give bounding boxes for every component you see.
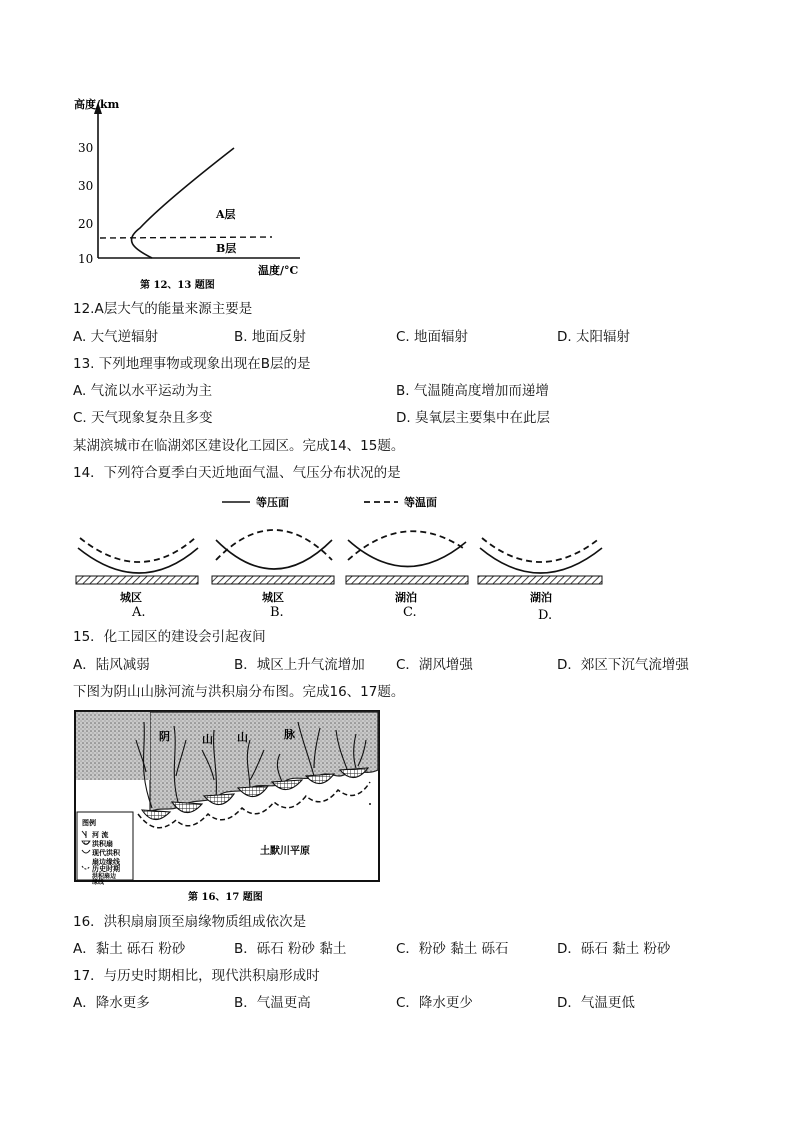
panel-letter: A. — [132, 605, 146, 620]
isobar-curve — [480, 548, 602, 573]
altitude-temperature-figure — [60, 90, 320, 295]
y-tick-label: 30 — [78, 141, 94, 155]
intro-14-15: 某湖滨城市在临湖郊区建设化工园区。完成14、15题。 — [73, 438, 405, 454]
legend-item: 现代洪积 — [92, 848, 120, 857]
legend-item: 洪积扇 — [92, 839, 113, 848]
question-16-option-d: D．砾石 黏土 粉砂 — [557, 941, 671, 957]
ground-surface — [478, 576, 602, 584]
question-17-stem: 17．与历史时期相比，现代洪积扇形成时 — [73, 968, 320, 984]
panel-d — [478, 538, 602, 623]
question-12-stem: 12.A层大气的能量来源主要是 — [73, 301, 253, 317]
question-17-option-c: C．降水更少 — [396, 995, 473, 1011]
question-13-stem: 13. 下列地理事物或现象出现在B层的是 — [73, 356, 311, 372]
x-axis-label: 温度/°C — [258, 264, 299, 277]
figure-caption: 第 16、17 题图 — [188, 892, 263, 903]
question-17-option-a: A．降水更多 — [73, 995, 150, 1011]
panel-b — [212, 530, 334, 620]
question-15-option-a: A．陆风减弱 — [73, 657, 150, 673]
question-16-stem: 16．洪积扇扇顶至扇缘物质组成依次是 — [73, 914, 307, 930]
panel-label: 城区 — [120, 591, 142, 604]
legend-title: 图例 — [82, 818, 96, 827]
question-15-option-b: B．城区上升气流增加 — [234, 657, 365, 673]
y-tick-label: 20 — [78, 217, 94, 231]
layer-boundary-dashed — [100, 237, 272, 238]
isobar-curve — [348, 540, 466, 567]
panel-label: 湖泊 — [395, 591, 417, 604]
question-12-option-b: B. 地面反射 — [234, 329, 306, 345]
legend-item: 缘线 — [92, 879, 105, 886]
isotherm-curve — [482, 538, 600, 562]
alluvial-fan-map — [74, 710, 382, 908]
question-15-option-c: C．湖风增强 — [396, 657, 473, 673]
mountain-region-west — [76, 712, 150, 780]
question-17-option-d: D．气温更低 — [557, 995, 635, 1011]
question-17-option-b: B．气温更高 — [234, 995, 311, 1011]
question-12-option-d: D. 太阳辐射 — [557, 329, 630, 345]
isotherm-curve — [348, 531, 466, 560]
ground-surface — [212, 576, 334, 584]
question-15-option-d: D．郊区下沉气流增强 — [557, 657, 689, 673]
panel-label: 湖泊 — [530, 591, 552, 604]
isobar-isotherm-figure — [70, 490, 615, 625]
isotherm-curve — [80, 538, 195, 562]
ground-surface — [76, 576, 198, 584]
mountain-label: 脉 — [284, 728, 295, 741]
y-tick-label: 10 — [78, 252, 94, 266]
question-16-option-c: C．粉砂 黏土 砾石 — [396, 941, 509, 957]
isobar-legend-label: 等压面 — [256, 496, 289, 509]
question-16-option-a: A．黏土 砾石 粉砂 — [73, 941, 186, 957]
question-13-option-b: B. 气温随高度增加而递增 — [396, 383, 549, 399]
question-12-option-c: C. 地面辐射 — [396, 329, 469, 345]
question-13-option-c: C. 天气现象复杂且多变 — [73, 410, 213, 426]
panel-c — [346, 531, 468, 620]
legend-item: 扇边缘线 — [92, 857, 120, 866]
legend-item: 洪积扇边 — [92, 873, 117, 880]
mountain-label: 山 — [237, 731, 248, 744]
y-tick-label: 30 — [78, 179, 94, 193]
legend-item: 河 流 — [92, 830, 109, 839]
map-dot — [369, 803, 371, 805]
question-14-stem: 14．下列符合夏季白天近地面气温、气压分布状况的是 — [73, 465, 401, 481]
panel-letter: D. — [538, 608, 553, 623]
y-axis-label: 高度/km — [74, 98, 120, 111]
mountain-label: 阴 — [159, 730, 170, 743]
question-13-option-a: A. 气流以水平运动为主 — [73, 383, 213, 399]
mountain-label: 山 — [202, 733, 213, 746]
panel-letter: B. — [270, 605, 284, 620]
question-16-option-b: B．砾石 粉砂 黏土 — [234, 941, 347, 957]
question-13-option-d: D. 臭氧层主要集中在此层 — [396, 410, 550, 426]
layer-b-label: B层 — [216, 242, 237, 255]
layer-a-label: A层 — [216, 208, 236, 221]
plain-label: 土默川平原 — [260, 846, 310, 857]
figure-caption: 第 12、13 题图 — [140, 280, 215, 291]
panel-letter: C. — [403, 605, 417, 620]
legend-item: 历史时期 — [92, 864, 120, 873]
intro-16-17: 下图为阴山山脉河流与洪积扇分布图。完成16、17题。 — [73, 684, 405, 700]
question-12-option-a: A. 大气逆辐射 — [73, 329, 159, 345]
panel-label: 城区 — [262, 591, 284, 604]
ground-surface — [346, 576, 468, 584]
isobar-curve — [78, 548, 198, 573]
panel-a — [76, 538, 198, 620]
isotherm-legend-label: 等温面 — [404, 496, 437, 509]
question-15-stem: 15．化工园区的建设会引起夜间 — [73, 629, 266, 645]
